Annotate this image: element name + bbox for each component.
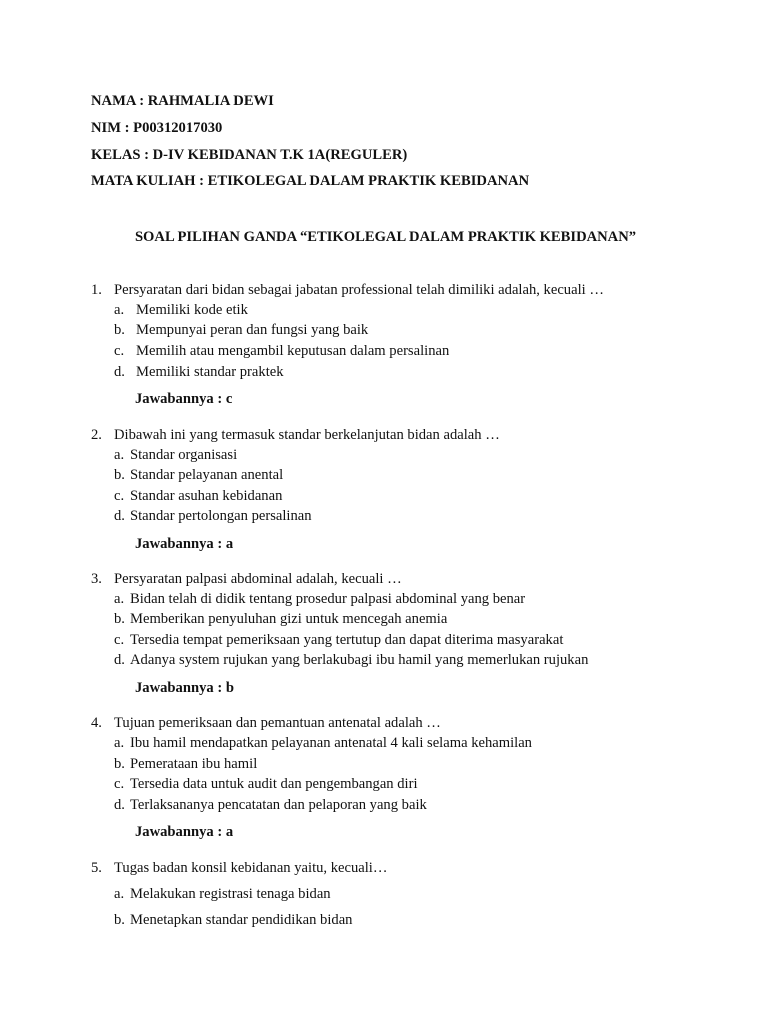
option-letter: c. <box>114 776 125 792</box>
option-letter: c. <box>114 632 125 648</box>
option-letter: d. <box>114 797 125 813</box>
option-letter: a. <box>114 447 125 463</box>
option-text: Tersedia data untuk audit dan pengembangan diri <box>130 776 418 792</box>
question-number: 3. <box>91 571 102 587</box>
question-number: 2. <box>91 427 102 443</box>
option-text: Memilih atau mengambil keputusan dalam persalinan <box>136 343 450 359</box>
course-name: MATA KULIAH : ETIKOLEGAL DALAM PRAKTIK KEBIDANAN <box>91 173 530 189</box>
option-text: Memiliki kode etik <box>136 302 248 318</box>
option-letter: b. <box>114 322 125 338</box>
option-text: Standar pertolongan persalinan <box>130 508 312 524</box>
question-text: Dibawah ini yang termasuk standar berkelanjutan bidan adalah … <box>114 427 500 443</box>
question-text: Tugas badan konsil kebidanan yaitu, kecuali… <box>114 860 388 876</box>
question-number: 1. <box>91 282 102 298</box>
option-letter: b. <box>114 467 125 483</box>
answer-key: Jawabannya : c <box>135 391 233 407</box>
student-name: NAMA : RAHMALIA DEWI <box>91 93 274 109</box>
option-letter: a. <box>114 886 125 902</box>
option-letter: b. <box>114 756 125 772</box>
option-text: Ibu hamil mendapatkan pelayanan antenatal 4 kali selama kehamilan <box>130 735 532 751</box>
option-text: Mempunyai peran dan fungsi yang baik <box>136 322 369 338</box>
option-text: Pemerataan ibu hamil <box>130 756 258 772</box>
option-letter: d. <box>114 652 125 668</box>
option-text: Melakukan registrasi tenaga bidan <box>130 886 331 902</box>
question-number: 5. <box>91 860 102 876</box>
option-letter: a. <box>114 591 125 607</box>
option-letter: b. <box>114 912 125 928</box>
student-nim: NIM : P00312017030 <box>91 120 223 136</box>
option-text: Memberikan penyuluhan gizi untuk mencegah anemia <box>130 611 448 627</box>
option-text: Standar asuhan kebidanan <box>130 488 283 504</box>
answer-key: Jawabannya : a <box>135 536 234 552</box>
option-letter: b. <box>114 611 125 627</box>
option-text: Terlaksananya pencatatan dan pelaporan yang baik <box>130 797 427 813</box>
question-text: Tujuan pemeriksaan dan pemantuan antenatal adalah … <box>114 715 441 731</box>
option-letter: d. <box>114 508 125 524</box>
option-text: Standar pelayanan anental <box>130 467 284 483</box>
option-letter: a. <box>114 302 125 318</box>
student-class: KELAS : D-IV KEBIDANAN T.K 1A(REGULER) <box>91 147 408 163</box>
option-text: Menetapkan standar pendidikan bidan <box>130 912 353 928</box>
question-text: Persyaratan palpasi abdominal adalah, kecuali … <box>114 571 402 587</box>
option-text: Standar organisasi <box>130 447 238 463</box>
option-text: Bidan telah di didik tentang prosedur palpasi abdominal yang benar <box>130 591 526 607</box>
option-text: Memiliki standar praktek <box>136 364 284 380</box>
option-letter: c. <box>114 343 125 359</box>
option-text: Adanya system rujukan yang berlakubagi ibu hamil yang memerlukan rujukan <box>130 652 589 668</box>
question-text: Persyaratan dari bidan sebagai jabatan professional telah dimiliki adalah, kecuali … <box>114 282 604 298</box>
option-letter: d. <box>114 364 125 380</box>
document-title: SOAL PILIHAN GANDA “ETIKOLEGAL DALAM PRAKTIK KEBIDANAN” <box>134 229 637 245</box>
answer-key: Jawabannya : a <box>135 824 234 840</box>
option-letter: a. <box>114 735 125 751</box>
question-number: 4. <box>91 715 102 731</box>
option-text: Tersedia tempat pemeriksaan yang tertutup dan dapat diterima masyarakat <box>130 632 564 648</box>
option-letter: c. <box>114 488 125 504</box>
answer-key: Jawabannya : b <box>135 680 234 696</box>
